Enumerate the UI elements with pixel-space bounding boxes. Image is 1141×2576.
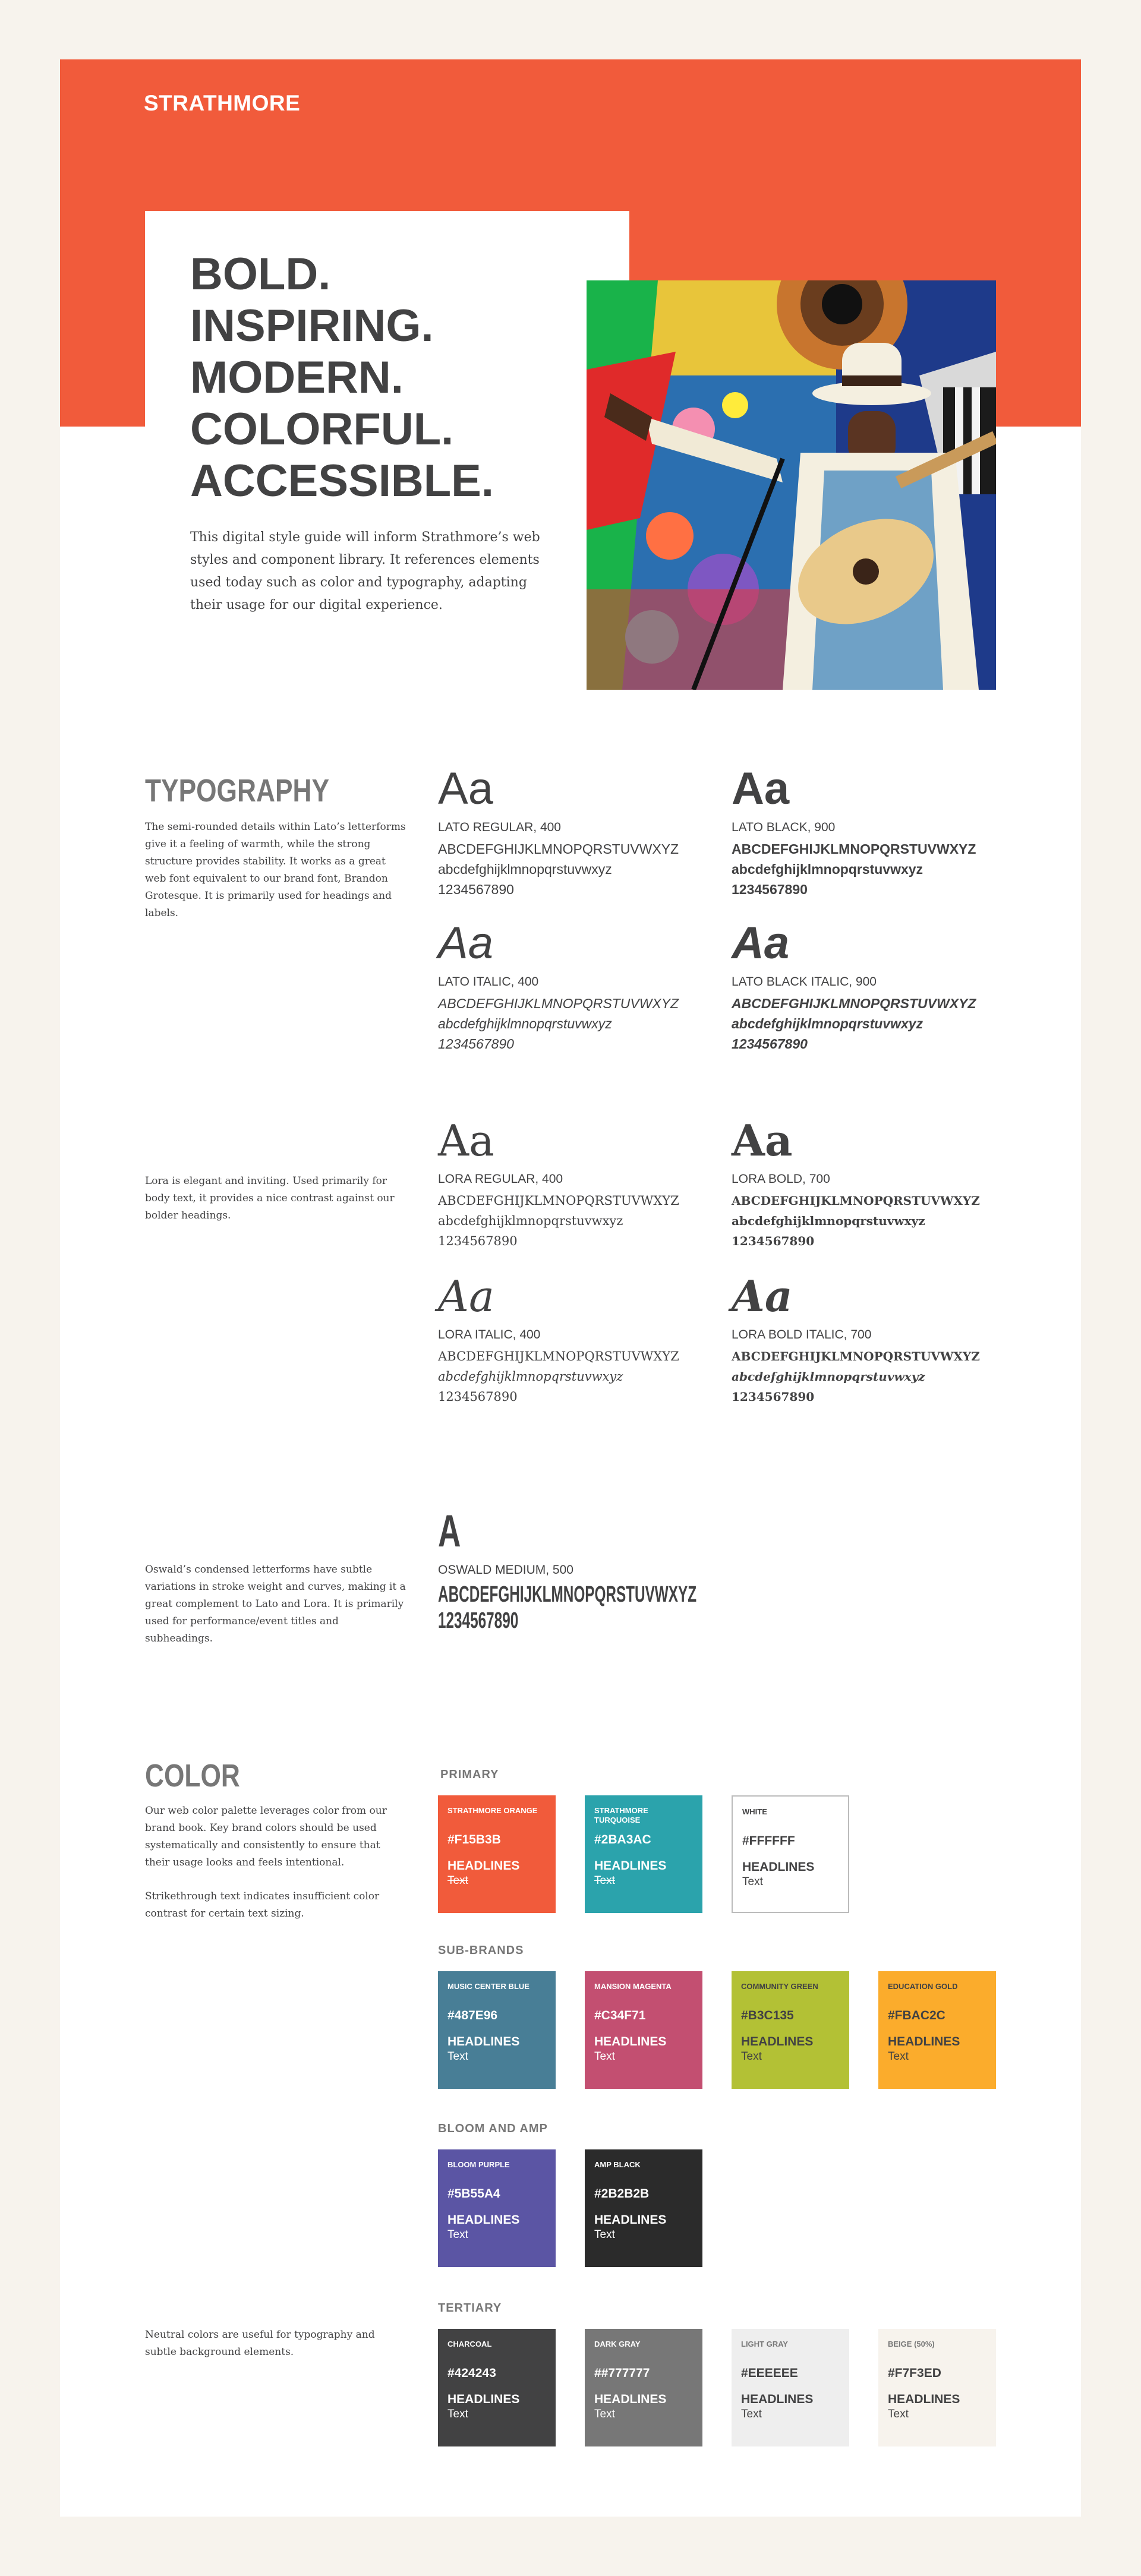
lato-italic-specimen [438,920,679,1054]
swatch-dark-gray [585,2329,702,2446]
swatch-name: WHITE [742,1807,767,1816]
lato-italic-label: LATO ITALIC, 400 [438,975,539,989]
swatch-hex: #F7F3ED [888,2366,941,2380]
lato-black-lower: abcdefghijklmnopqrstuvwxyz [732,861,923,877]
swatch-headline-sample: HEADLINES [888,2392,960,2406]
lora-description: Lora is elegant and inviting. Used primarily for body text, it provides a nice contrast against our bolder headings. [145,1175,395,1221]
swatch-text-sample: Text [594,1874,615,1887]
lato-description: The semi-rounded details within Lato’s letterforms give it a feeling of warmth, while the strong structure provides stability. It works as a great web font equivalent to our brand font, Brandon Grotesque. It is primarily used for headings and labels. [145,821,406,919]
swatch-hex: #C34F71 [594,2009,646,2022]
swatch-text-sample: Text [447,2050,468,2063]
swatch-text-sample: Text [447,1874,468,1887]
swatch-mansion-magenta [585,1971,702,2089]
swatch-headline-sample: HEADLINES [594,2213,667,2227]
bloom-amp-group-label: BLOOM AND AMP [438,2122,548,2135]
lora-bold-specimen [732,1117,980,1251]
lato-regular-label: LATO REGULAR, 400 [438,820,561,834]
swatch-hex: #B3C135 [741,2009,794,2022]
hero-headline [190,248,606,507]
lato-black-italic-digits: 1234567890 [732,1036,808,1052]
swatch-hex: #5B55A4 [447,2187,500,2201]
swatch-name: BLOOM PURPLE [447,2160,510,2169]
lora-bold-digits: 1234567890 [732,1234,815,1248]
swatch-name: AMP BLACK [594,2160,641,2169]
swatch-headline-sample: HEADLINES [447,2035,520,2048]
swatch-text-sample: Text [888,2408,909,2420]
lato-italic-glyph: Aa [438,918,493,968]
lora-regular-label: LORA REGULAR, 400 [438,1172,563,1186]
swatch-headline-sample: HEADLINES [594,2035,667,2048]
swatch-hex: #2BA3AC [594,1833,651,1846]
swatch-hex: #2B2B2B [594,2187,650,2201]
lora-regular-digits: 1234567890 [438,1234,518,1248]
hero-headline-line: BOLD. [190,249,331,299]
oswald-medium-specimen [438,1508,842,1634]
swatch-hex: #FBAC2C [888,2009,945,2022]
tertiary-group-label: TERTIARY [438,2302,502,2315]
lora-bold-upper: ABCDEFGHIJKLMNOPQRSTUVWXYZ [732,1194,980,1208]
svg-text:STRATHMORE: STRATHMORE [144,91,301,115]
hero-headline-line: MODERN. [190,352,404,403]
swatch-education-gold [878,1971,996,2089]
lato-black-glyph: Aa [732,763,790,814]
lora-italic-upper: ABCDEFGHIJKLMNOPQRSTUVWXYZ [438,1349,679,1363]
color-description: Our web color palette leverages color from our brand book. Key brand colors should be used systematically and consistently to ensure that their usage looks and feels intentional. [145,1805,387,1868]
lora-regular-glyph: Aa [438,1116,494,1166]
swatch-beige [878,2329,996,2446]
lato-black-italic-upper: ABCDEFGHIJKLMNOPQRSTUVWXYZ [732,996,976,1011]
swatch-amp-black [585,2149,702,2267]
lato-black-italic-glyph: Aa [732,918,790,968]
sub-brands-group-label: SUB-BRANDS [438,1944,524,1957]
swatch-headline-sample: HEADLINES [741,2035,814,2048]
hero-photo [587,280,996,690]
swatch-text-sample: Text [447,2408,468,2420]
swatch-name: COMMUNITY GREEN [741,1982,818,1991]
lato-italic-upper: ABCDEFGHIJKLMNOPQRSTUVWXYZ [438,996,679,1011]
lato-black-label: LATO BLACK, 900 [732,820,836,834]
swatch-text-sample: Text [741,2050,762,2063]
lato-italic-lower: abcdefghijklmnopqrstuvwxyz [438,1016,612,1031]
swatch-music-center-blue [438,1971,556,2089]
swatch-text-sample: Text [594,2408,615,2420]
lora-bold-italic-upper: ABCDEFGHIJKLMNOPQRSTUVWXYZ [732,1349,980,1363]
musician-mural-image [587,280,996,690]
lora-bold-italic-digits: 1234567890 [732,1390,815,1404]
lato-black-italic-specimen [732,920,976,1054]
color-section-title: COLOR [145,1758,240,1794]
swatch-headline-sample: HEADLINES [447,2213,520,2227]
swatch-hex: #EEEEEE [741,2366,798,2380]
swatch-name: MUSIC CENTER BLUE [447,1982,529,1991]
lora-italic-lower: abcdefghijklmnopqrstuvwxyz [438,1369,623,1384]
hero-headline-line: INSPIRING. [190,301,434,351]
lato-regular-glyph: Aa [438,763,493,814]
swatch-text-sample: Text [594,2050,615,2063]
lora-regular-specimen [438,1117,679,1251]
lora-italic-digits: 1234567890 [438,1390,518,1404]
swatch-headline-sample: HEADLINES [741,2392,814,2406]
swatch-hex: #FFFFFF [742,1834,795,1848]
lato-black-specimen [732,765,976,899]
swatch-name: MANSION MAGENTA [594,1982,672,1991]
lato-regular-upper: ABCDEFGHIJKLMNOPQRSTUVWXYZ [438,841,679,857]
lora-italic-label: LORA ITALIC, 400 [438,1328,541,1341]
lato-black-italic-lower: abcdefghijklmnopqrstuvwxyz [732,1016,923,1031]
oswald-medium-upper: ABCDEFGHIJKLMNOPQRSTUVWXYZ [438,1582,697,1607]
lato-italic-digits: 1234567890 [438,1036,514,1052]
swatch-text-sample: Text [447,2228,468,2241]
swatch-text-sample: Text [742,1876,763,1888]
lora-bold-lower: abcdefghijklmnopqrstuvwxyz [732,1214,925,1228]
lora-bold-label: LORA BOLD, 700 [732,1172,830,1186]
swatch-community-green [732,1971,849,2089]
lora-bold-glyph: Aa [732,1115,793,1166]
lato-black-upper: ABCDEFGHIJKLMNOPQRSTUVWXYZ [732,841,976,857]
swatch-headline-sample: HEADLINES [888,2035,960,2048]
lora-regular-upper: ABCDEFGHIJKLMNOPQRSTUVWXYZ [438,1194,679,1208]
swatch-headline-sample: HEADLINES [447,2392,520,2406]
swatch-name: STRATHMORE ORANGE [447,1806,538,1815]
logo-wordmark [144,88,316,115]
swatch-text-sample: Text [888,2050,909,2063]
swatch-bloom-purple [438,2149,556,2267]
swatch-light-gray [732,2329,849,2446]
oswald-medium-digits: 1234567890 [438,1608,519,1633]
swatch-name: BEIGE (50%) [888,2340,935,2348]
oswald-medium-label: OSWALD MEDIUM, 500 [438,1563,573,1577]
swatch-name: DARK GRAY [594,2340,641,2348]
swatch-text-sample: Text [741,2408,762,2420]
swatch-white [732,1795,849,1913]
lora-bold-italic-glyph: Aa [732,1271,793,1321]
swatch-strathmore-orange [438,1795,556,1913]
hero-headline-line: COLORFUL. [190,404,454,454]
swatch-charcoal [438,2329,556,2446]
lora-bold-italic-specimen [732,1273,980,1407]
lato-black-italic-label: LATO BLACK ITALIC, 900 [732,975,877,989]
oswald-description: Oswald’s condensed letterforms have subtle variations in stroke weight and curves, making it a great complement to Lato and Lora. It is primarily used for performance/event titles and subheadings. [145,1564,406,1644]
swatch-headline-sample: HEADLINES [742,1860,815,1874]
hero-headline-line: ACCESSIBLE. [190,456,494,506]
swatch-name: LIGHT GRAY [741,2340,788,2348]
swatch-name: CHARCOAL [447,2340,492,2348]
swatch-hex: ##777777 [594,2366,650,2380]
swatch-hex: #487E96 [447,2009,498,2022]
lato-regular-specimen [438,765,679,899]
swatch-text-sample: Text [594,2228,615,2241]
swatch-strathmore-turquoise [585,1795,702,1913]
swatch-headline-sample: HEADLINES [594,2392,667,2406]
strathmore-logo[interactable] [144,88,316,115]
swatch-name: STRATHMORE TURQUOISE [594,1806,648,1824]
lato-regular-lower: abcdefghijklmnopqrstuvwxyz [438,861,612,877]
lora-bold-italic-lower: abcdefghijklmnopqrstuvwxyz [732,1369,925,1384]
lato-black-digits: 1234567890 [732,882,808,897]
lato-regular-digits: 1234567890 [438,882,514,897]
lora-regular-lower: abcdefghijklmnopqrstuvwxyz [438,1214,623,1228]
lora-italic-specimen [438,1273,679,1407]
strikethrough-note: Strikethrough text indicates insufficient color contrast for certain text sizing. [145,1890,380,1920]
swatch-hex: #F15B3B [447,1833,501,1846]
swatch-hex: #424243 [447,2366,496,2380]
swatch-headline-sample: HEADLINES [594,1859,667,1873]
lora-bold-italic-label: LORA BOLD ITALIC, 700 [732,1328,872,1341]
primary-group-label: PRIMARY [440,1768,499,1781]
tertiary-note: Neutral colors are useful for typography and subtle background elements. [145,2329,375,2358]
hero-intro-text: This digital style guide will inform Strathmore’s web styles and component library. It references elements used today such as color and typography, adapting their usage for our digital experience. [190,530,540,613]
swatch-name: EDUCATION GOLD [888,1982,958,1991]
typography-section-title: TYPOGRAPHY [145,773,330,809]
swatch-headline-sample: HEADLINES [447,1859,520,1873]
lora-italic-glyph: Aa [438,1271,494,1321]
oswald-medium-glyph: A [438,1506,461,1557]
